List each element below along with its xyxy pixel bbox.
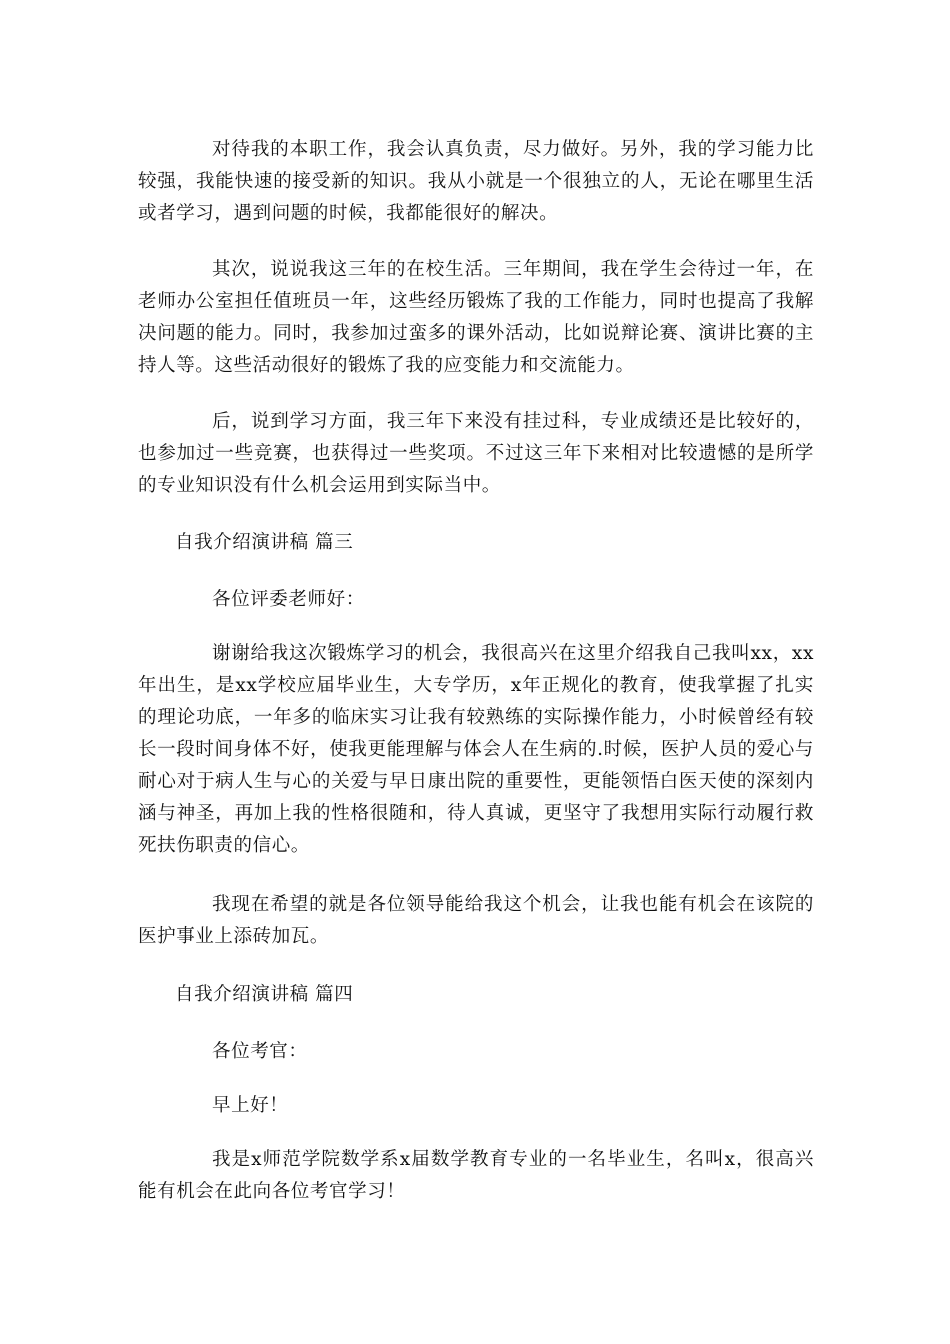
paragraph-hope: 我现在希望的就是各位领导能给我这个机会，让我也能有机会在该院的医护事业上添砖加瓦。 <box>138 894 814 947</box>
paragraph-campus-life: 其次，说说我这三年的在校生活。三年期间，我在学生会待过一年，在老师办公室担任值班员一年，这些经历锻炼了我的工作能力，同时也提高了我解决问题的能力。同时，我参加过蛮多的课外活动，比如说辩论赛、演讲比赛的主持人等。这些活动很好的锻炼了我的应变能力和交流能力。 <box>138 259 814 376</box>
paragraph-work-attitude: 对待我的本职工作，我会认真负责，尽力做好。另外，我的学习能力比较强，我能快速的接受新的知识。我从小就是一个很独立的人，无论在哪里生活或者学习，遇到问题的时候，我都能很好的解决。 <box>138 139 814 224</box>
paragraph-self-intro: 谢谢给我这次锻炼学习的机会，我很高兴在这里介绍我自己我叫xx，xx年出生，是xx学校应届毕业生，大专学历，x年正规化的教育，使我掌握了扎实的理论功底，一年多的临床实习让我有较熟练的实际操作能力，小时候曾经有较长一段时间身体不好，使我更能理解与体会人在生病的.时候，医护人员的爱心与耐心对于病人生与心的关爱与早日康出院的重要性，更能领悟白医天使的深刻内涵与神圣，再加上我的性格很随和，待人真诚，更坚守了我想用实际行动履行救死扶伤职责的信心。 <box>138 643 814 856</box>
document-page <box>138 0 814 1344</box>
section-heading-4: 自我介绍演讲稿 篇四 <box>175 984 354 1005</box>
greeting-examiners: 各位考官： <box>212 1041 308 1062</box>
paragraph-graduate-intro: 我是x师范学院数学系x届数学教育专业的一名毕业生，名叫x，很高兴能有机会在此向各位考官学习！ <box>138 1149 814 1202</box>
good-morning: 早上好！ <box>212 1095 289 1116</box>
section-heading-3: 自我介绍演讲稿 篇三 <box>175 532 354 553</box>
greeting-judges: 各位评委老师好： <box>212 589 365 610</box>
paragraph-study: 后，说到学习方面，我三年下来没有挂过科，专业成绩还是比较好的，也参加过一些竞赛，也获得过一些奖项。不过这三年下来相对比较遗憾的是所学的专业知识没有什么机会运用到实际当中。 <box>138 411 814 496</box>
